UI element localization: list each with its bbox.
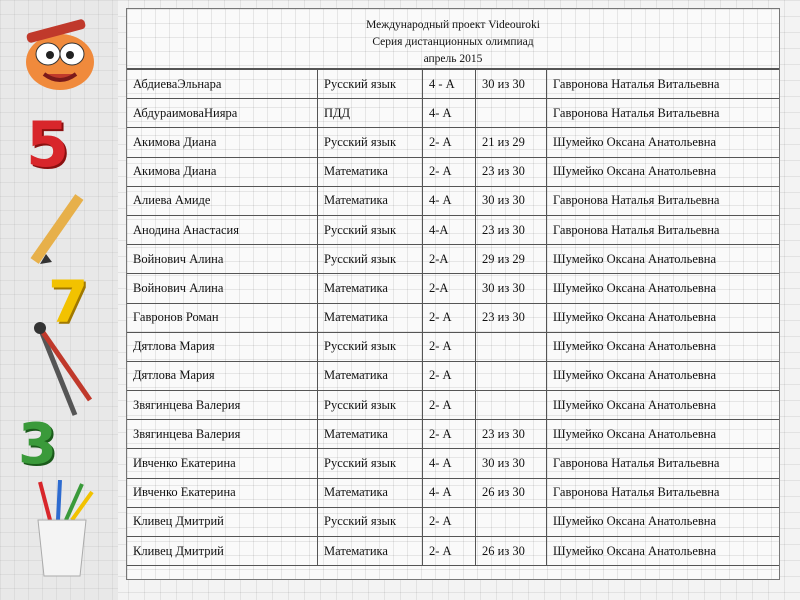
header-project-title: Международный проект Videouroki <box>366 19 540 31</box>
subject-cell: Математика <box>318 303 423 332</box>
score-cell: 26 из 30 <box>476 537 547 566</box>
table-row <box>127 99 779 128</box>
subject-cell: Русский язык <box>318 70 423 99</box>
subject-cell: Русский язык <box>318 128 423 157</box>
table-row <box>127 274 779 303</box>
subject-cell: Русский язык <box>318 215 423 244</box>
teacher-cell: Шумейко Оксана Анатольевна <box>547 303 780 332</box>
pencil-cup-icon <box>20 480 100 580</box>
class-cell: 2- А <box>423 332 476 361</box>
header-series-title: Серия дистанционных олимпиад <box>372 36 534 48</box>
teacher-cell: Шумейко Оксана Анатольевна <box>547 274 780 303</box>
score-cell: 23 из 30 <box>476 303 547 332</box>
student-name-cell: Дятлова Мария <box>127 361 318 390</box>
teacher-cell: Шумейко Оксана Анатольевна <box>547 391 780 420</box>
class-cell: 2- А <box>423 303 476 332</box>
teacher-cell: Шумейко Оксана Анатольевна <box>547 157 780 186</box>
teacher-cell: Гавронова Наталья Витальевна <box>547 99 780 128</box>
class-cell: 4- А <box>423 449 476 478</box>
class-cell: 2- А <box>423 507 476 536</box>
teacher-cell: Шумейко Оксана Анатольевна <box>547 507 780 536</box>
student-name-cell: Ивченко Екатерина <box>127 478 318 507</box>
student-name-cell: Дятлова Мария <box>127 332 318 361</box>
class-cell: 2- А <box>423 157 476 186</box>
student-name-cell: Войнович Алина <box>127 274 318 303</box>
subject-cell: Русский язык <box>318 449 423 478</box>
class-cell: 2- А <box>423 537 476 566</box>
score-cell <box>476 391 547 420</box>
olympiad-results-document <box>126 8 780 580</box>
student-name-cell: Гавронов Роман <box>127 303 318 332</box>
student-name-cell: Акимова Диана <box>127 128 318 157</box>
pencil-icon <box>18 190 98 270</box>
class-cell: 4-А <box>423 215 476 244</box>
student-name-cell: Войнович Алина <box>127 245 318 274</box>
score-cell: 29 из 29 <box>476 245 547 274</box>
subject-cell: Математика <box>318 186 423 215</box>
digit-seven-icon: 7 <box>48 268 89 336</box>
table-row <box>127 391 779 420</box>
teacher-cell: Гавронова Наталья Витальевна <box>547 215 780 244</box>
table-row <box>127 478 779 507</box>
class-cell: 2-А <box>423 245 476 274</box>
subject-cell: Математика <box>318 274 423 303</box>
score-cell: 23 из 30 <box>476 420 547 449</box>
table-row <box>127 215 779 244</box>
class-cell: 2- А <box>423 420 476 449</box>
student-name-cell: Звягинцева Валерия <box>127 391 318 420</box>
student-name-cell: Звягинцева Валерия <box>127 420 318 449</box>
score-cell: 26 из 30 <box>476 478 547 507</box>
score-cell: 23 из 30 <box>476 215 547 244</box>
teacher-cell: Шумейко Оксана Анатольевна <box>547 128 780 157</box>
subject-cell: Русский язык <box>318 245 423 274</box>
teacher-cell: Гавронова Наталья Витальевна <box>547 449 780 478</box>
score-cell <box>476 99 547 128</box>
subject-cell: Математика <box>318 420 423 449</box>
score-cell <box>476 507 547 536</box>
score-cell <box>476 361 547 390</box>
score-cell: 30 из 30 <box>476 274 547 303</box>
subject-cell: Русский язык <box>318 332 423 361</box>
table-row <box>127 157 779 186</box>
results-table <box>127 69 779 566</box>
student-name-cell: Анодина Анастасия <box>127 215 318 244</box>
teacher-cell: Шумейко Оксана Анатольевна <box>547 332 780 361</box>
table-row <box>127 70 779 99</box>
table-row <box>127 507 779 536</box>
table-row <box>127 332 779 361</box>
score-cell: 30 из 30 <box>476 186 547 215</box>
class-cell: 2-А <box>423 274 476 303</box>
teacher-cell: Шумейко Оксана Анатольевна <box>547 361 780 390</box>
score-cell <box>476 332 547 361</box>
subject-cell: ПДД <box>318 99 423 128</box>
class-cell: 2- А <box>423 391 476 420</box>
class-cell: 4- А <box>423 186 476 215</box>
subject-cell: Русский язык <box>318 507 423 536</box>
decorative-sidebar <box>0 0 118 600</box>
score-cell: 30 из 30 <box>476 449 547 478</box>
student-name-cell: Алиева Амиде <box>127 186 318 215</box>
table-row <box>127 186 779 215</box>
teacher-cell: Гавронова Наталья Витальевна <box>547 186 780 215</box>
student-name-cell: АбдиеваЭльнара <box>127 70 318 99</box>
score-cell: 21 из 29 <box>476 128 547 157</box>
cartoon-character-icon <box>8 18 108 98</box>
teacher-cell: Гавронова Наталья Витальевна <box>547 70 780 99</box>
student-name-cell: Акимова Диана <box>127 157 318 186</box>
class-cell: 4- А <box>423 99 476 128</box>
table-row <box>127 245 779 274</box>
score-cell: 30 из 30 <box>476 70 547 99</box>
compass-icon <box>20 320 100 420</box>
subject-cell: Математика <box>318 537 423 566</box>
document-header <box>127 9 779 69</box>
subject-cell: Математика <box>318 361 423 390</box>
student-name-cell: Кливец Дмитрий <box>127 537 318 566</box>
class-cell: 2- А <box>423 128 476 157</box>
table-row <box>127 537 779 566</box>
teacher-cell: Шумейко Оксана Анатольевна <box>547 245 780 274</box>
teacher-cell: Шумейко Оксана Анатольевна <box>547 420 780 449</box>
student-name-cell: Ивченко Екатерина <box>127 449 318 478</box>
teacher-cell: Шумейко Оксана Анатольевна <box>547 537 780 566</box>
score-cell: 23 из 30 <box>476 157 547 186</box>
student-name-cell: Кливец Дмитрий <box>127 507 318 536</box>
digit-three-icon: 3 <box>18 412 57 477</box>
table-row <box>127 449 779 478</box>
teacher-cell: Гавронова Наталья Витальевна <box>547 478 780 507</box>
table-row <box>127 361 779 390</box>
student-name-cell: АбдураимоваНияра <box>127 99 318 128</box>
subject-cell: Математика <box>318 157 423 186</box>
table-row <box>127 303 779 332</box>
class-cell: 4- А <box>423 478 476 507</box>
subject-cell: Математика <box>318 478 423 507</box>
subject-cell: Русский язык <box>318 391 423 420</box>
table-row <box>127 128 779 157</box>
header-date: апрель 2015 <box>423 53 483 65</box>
class-cell: 4 - А <box>423 70 476 99</box>
digit-five-icon: 5 <box>26 108 70 181</box>
table-row <box>127 420 779 449</box>
class-cell: 2- А <box>423 361 476 390</box>
